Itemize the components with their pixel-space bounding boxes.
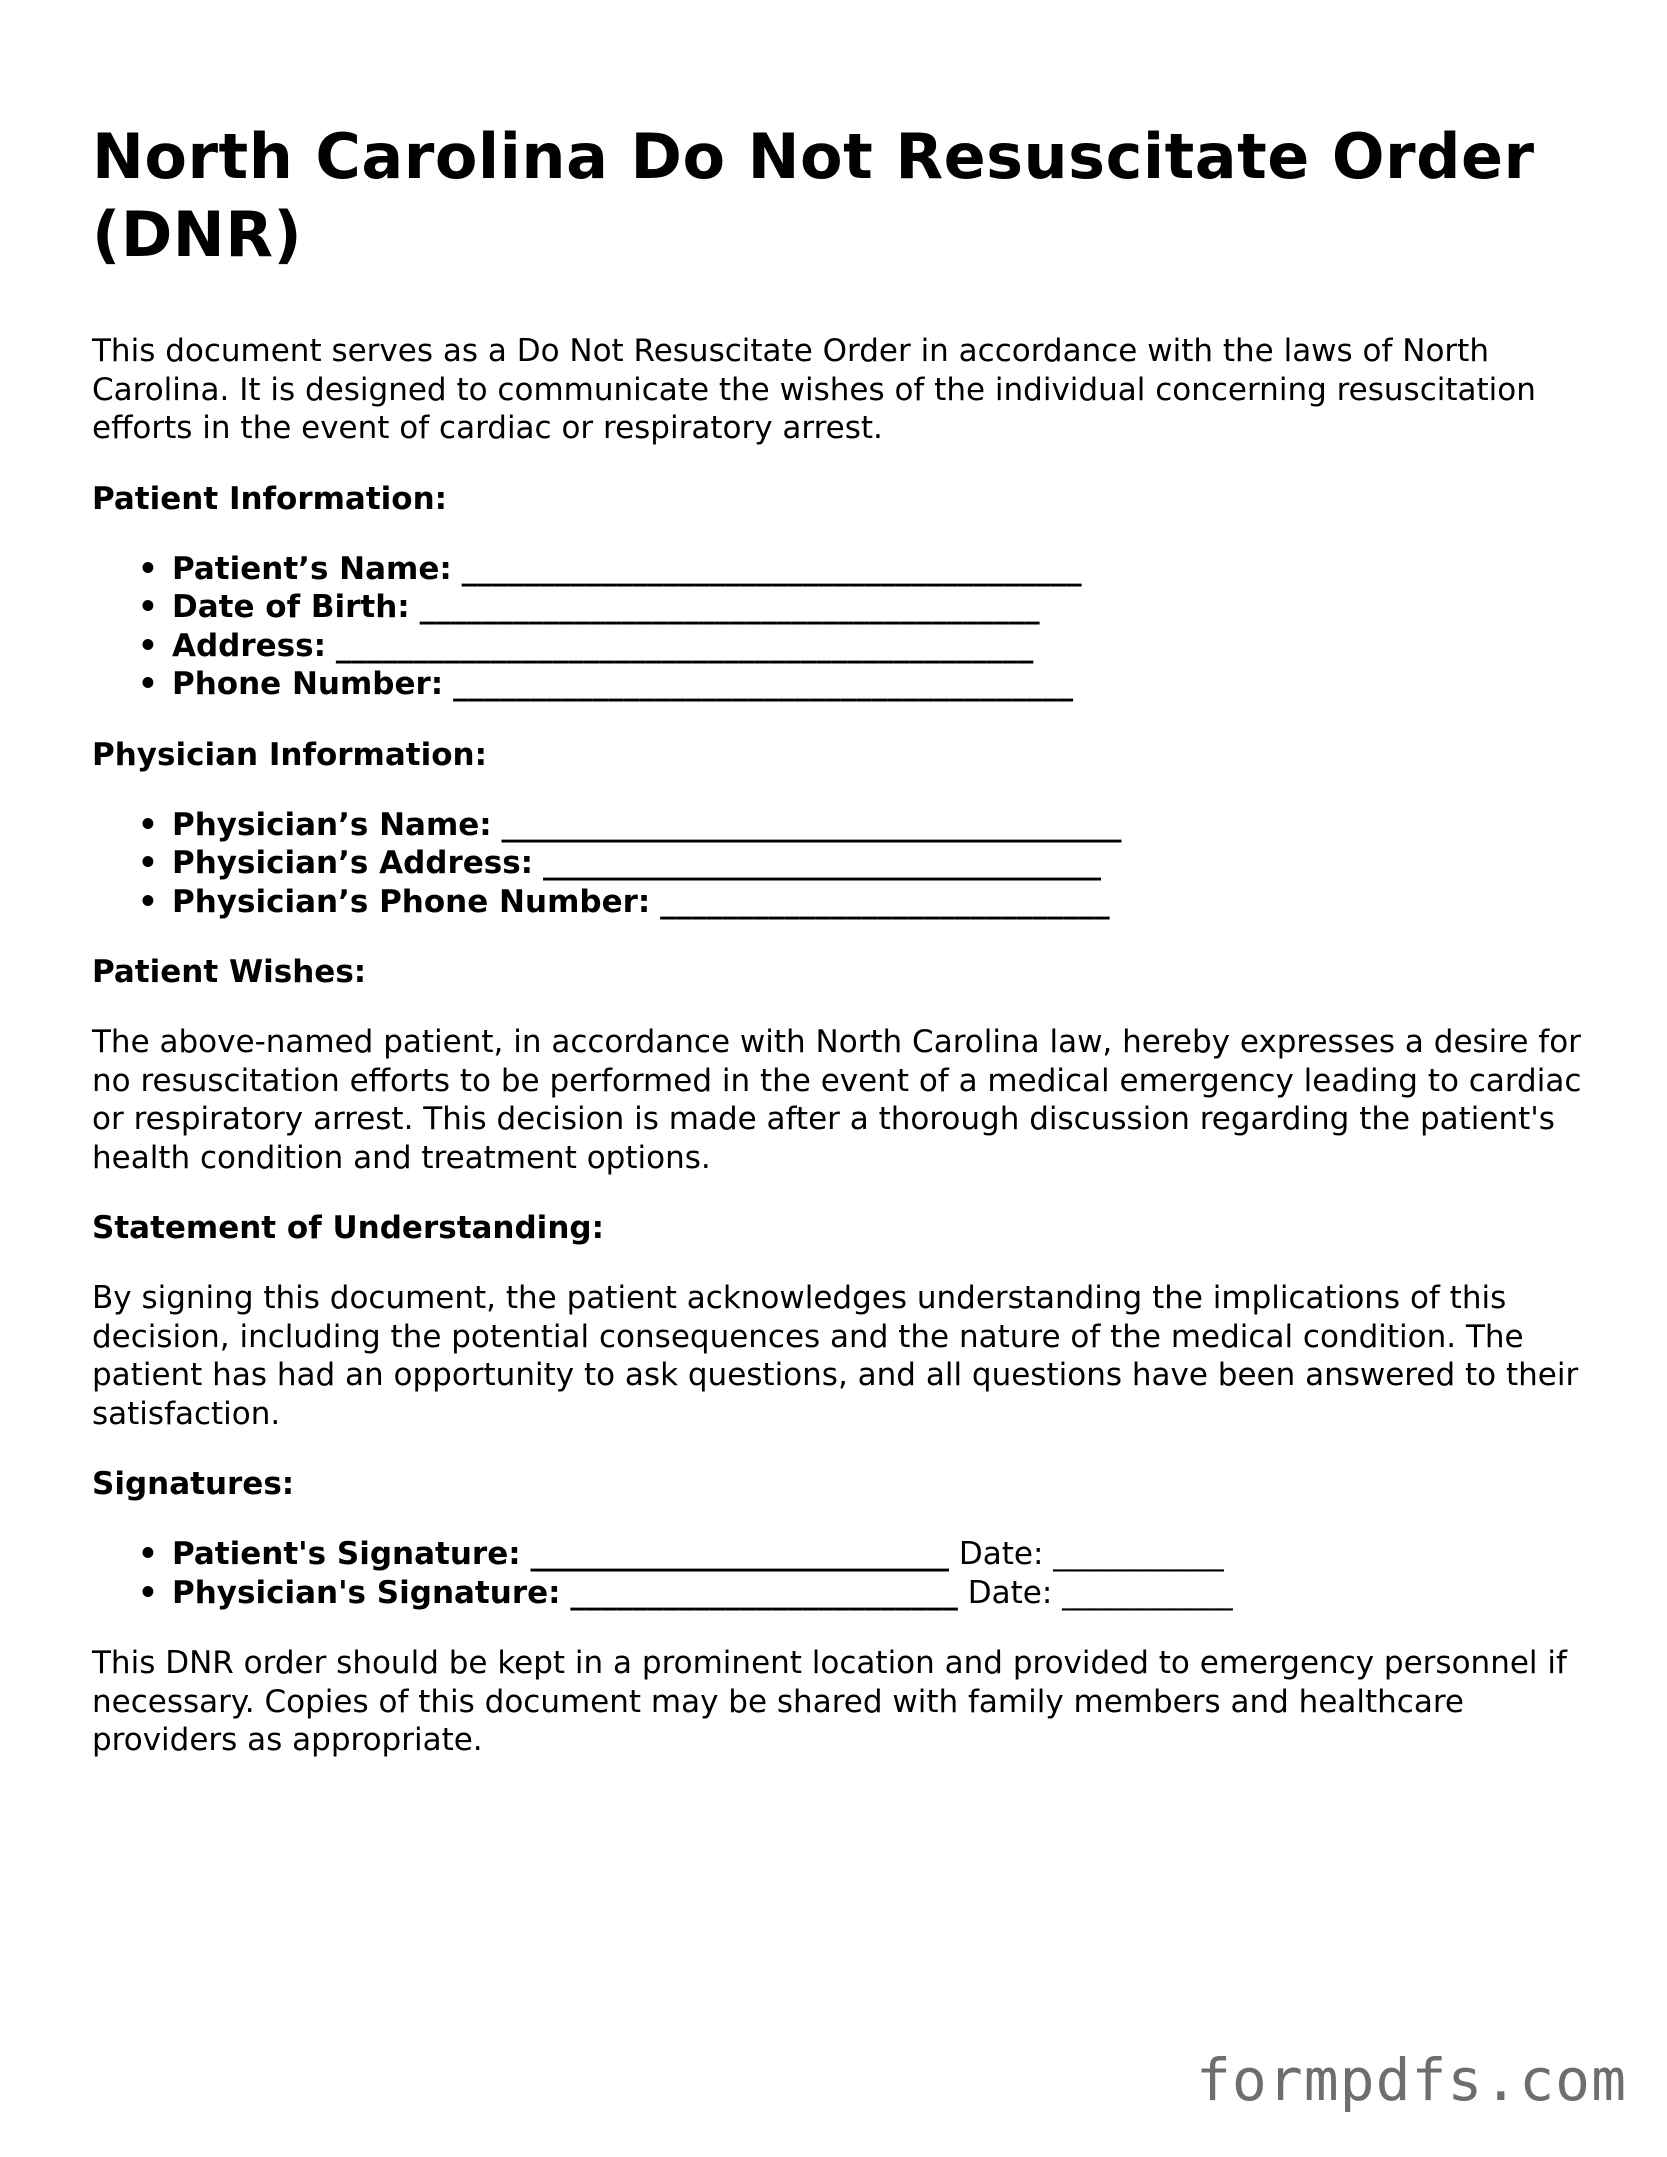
fill-in-blank[interactable]: ________________________________________ — [461, 550, 1082, 587]
patient-signature-field — [138, 1535, 1592, 1574]
field-label: Patient's Signature: — [172, 1536, 521, 1572]
document-title: North Carolina Do Not Resuscitate Order (DNR) — [92, 120, 1535, 271]
field-label: Phone Number: — [172, 666, 444, 702]
physician-signature-field — [138, 1574, 1592, 1613]
date-blank[interactable]: ___________ — [1053, 1536, 1224, 1572]
address-field — [138, 627, 1592, 666]
fill-in-blank[interactable]: ________________________________________ — [419, 589, 1040, 625]
closing-paragraph: This DNR order should be kept in a prominent location and provided to emergency personnel if necessary. Copies of this document may be shared with family members and healthcare providers as appropriate. — [92, 1645, 1567, 1758]
physician-info-heading: Physician Information: — [92, 736, 487, 773]
patient-wishes-heading: Patient Wishes: — [92, 954, 367, 990]
signature-blank[interactable]: ___________________________ — [530, 1536, 949, 1572]
fill-in-blank[interactable]: ________________________________________ — [453, 666, 1074, 702]
field-label: Physician's Signature: — [172, 1574, 561, 1611]
phone-number-field — [138, 665, 1592, 704]
field-label: Physician’s Phone Number: — [172, 883, 651, 920]
intro-paragraph: This document serves as a Do Not Resuscitate Order in accordance with the laws of North Carolina. It is designed to communicate the wishes of the individual concerning resuscitation efforts in the event of cardiac or respiratory arrest. — [92, 333, 1536, 446]
physician-phone-field — [138, 883, 1592, 922]
physician-name-field — [138, 806, 1592, 845]
physician-address-field — [138, 844, 1592, 883]
bullet-icon: • — [138, 1574, 158, 1611]
field-label: Date of Birth: — [172, 589, 410, 625]
patient-info-list — [92, 550, 1592, 704]
patient-info-heading: Patient Information: — [92, 480, 448, 517]
signature-blank[interactable]: _________________________ — [570, 1574, 958, 1611]
date-of-birth-field — [138, 588, 1592, 627]
watermark-text: formpdfs.com — [1195, 2046, 1627, 2114]
document-page — [92, 118, 1592, 1792]
fill-in-blank[interactable]: ____________________________________ — [542, 845, 1101, 881]
signatures-heading: Signatures: — [92, 1466, 295, 1502]
bullet-icon: • — [138, 589, 158, 625]
bullet-icon: • — [138, 806, 158, 843]
date-label: Date: — [967, 1574, 1053, 1611]
bullet-icon: • — [138, 1536, 158, 1572]
field-label: Physician’s Address: — [172, 845, 534, 881]
date-blank[interactable]: ___________ — [1062, 1574, 1233, 1611]
date-label: Date: — [958, 1536, 1044, 1572]
fill-in-blank[interactable]: ________________________________________ — [501, 806, 1122, 843]
physician-info-list — [92, 806, 1592, 922]
fill-in-blank[interactable]: _____________________________________________ — [335, 627, 1034, 664]
bullet-icon: • — [138, 883, 158, 920]
field-label: Physician’s Name: — [172, 806, 492, 843]
bullet-icon: • — [138, 666, 158, 702]
bullet-icon: • — [138, 550, 158, 587]
field-label: Patient’s Name: — [172, 550, 452, 587]
statement-heading: Statement of Understanding: — [92, 1210, 604, 1246]
statement-paragraph: By signing this document, the patient acknowledges understanding the implications of this decision, including the potential consequences and the nature of the medical condition. The patient has had an opportunity to ask questions, and all questions have been answered to their satisfaction. — [92, 1280, 1579, 1432]
field-label: Address: — [172, 627, 326, 664]
patient-name-field — [138, 550, 1592, 589]
fill-in-blank[interactable]: _____________________________ — [660, 883, 1110, 920]
signatures-list — [92, 1535, 1592, 1612]
bullet-icon: • — [138, 845, 158, 881]
bullet-icon: • — [138, 627, 158, 664]
patient-wishes-paragraph: The above-named patient, in accordance with North Carolina law, hereby expresses a desire for no resuscitation efforts to be performed in the event of a medical emergency leading to cardiac or respiratory arrest. This decision is made after a thorough discussion regarding the patient's health condition and treatment options. — [92, 1024, 1582, 1176]
